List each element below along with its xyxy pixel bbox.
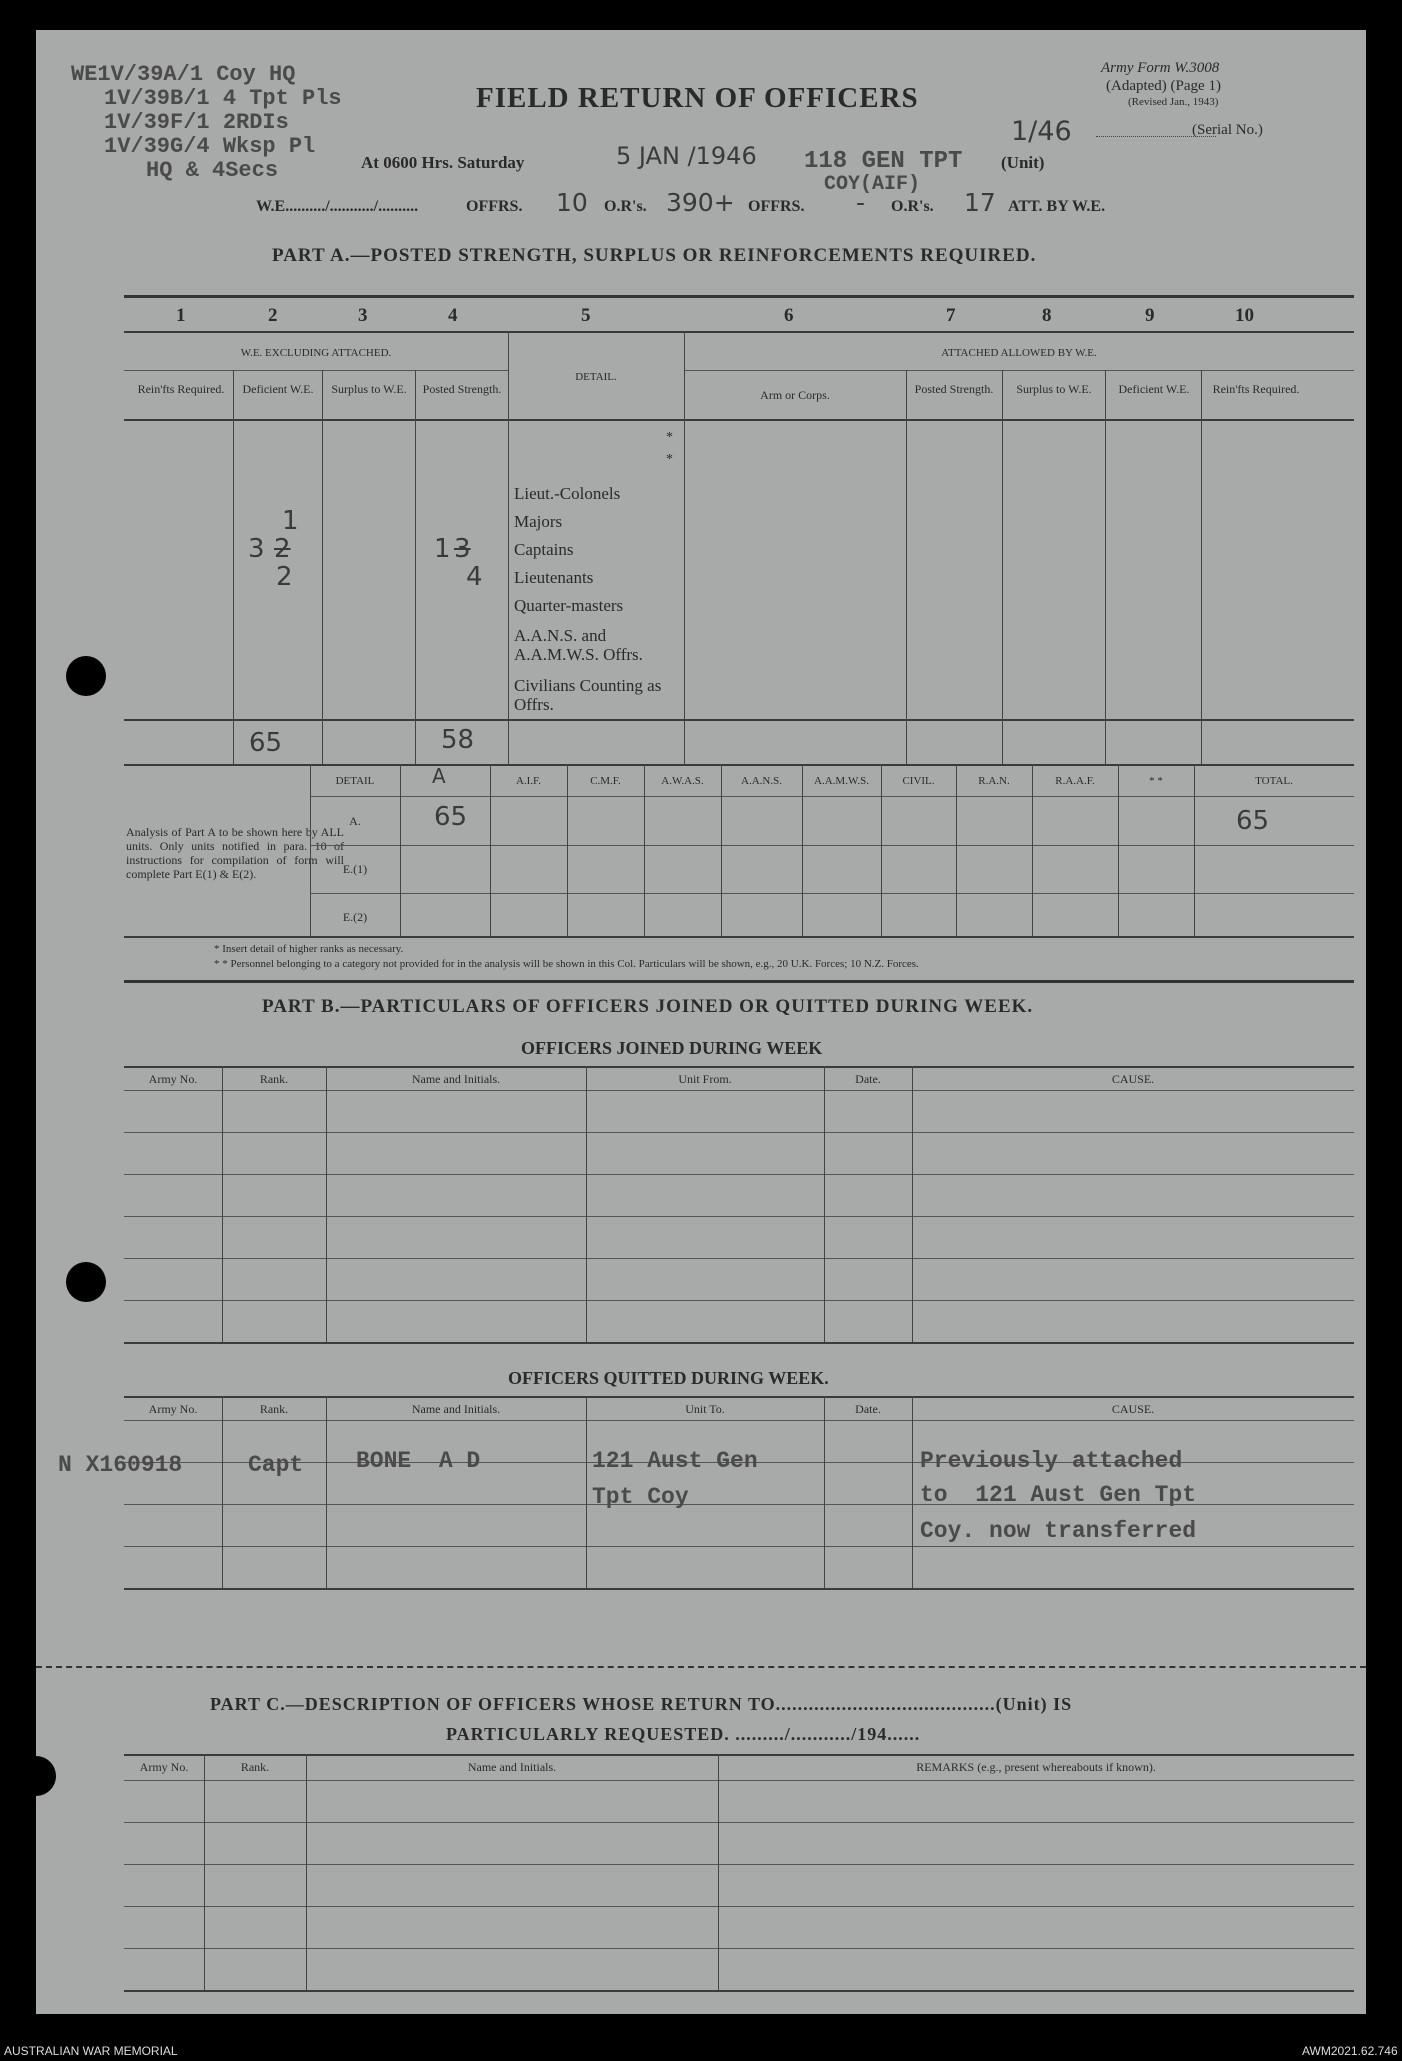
att-label: ATT. BY W.E. [1008,198,1106,215]
col-header: Deficient W.E. [242,382,314,396]
deficient-total: 65 [249,728,283,758]
col-header: Surplus to W.E. [331,382,407,396]
quitted-header: CAUSE. [1111,1402,1155,1416]
joined-header: Rank. [259,1072,289,1086]
analysis-header: A.A.N.S. [741,775,782,787]
ors2-label: O.R's. [891,198,934,215]
entry-rank: Capt [248,1452,304,1478]
col-number: 3 [358,305,368,326]
offrs2-value: - [856,188,866,217]
punch-hole [66,1262,106,1302]
punch-hole [66,656,106,696]
quitted-title: OFFICERS QUITTED DURING WEEK. [508,1368,829,1388]
footnote: * * Personnel belonging to a category not provided for in the analysis will be shown in this Col. Particulars will be shown, e.g., 20 U.K. Forces; 10 N.Z. Forces. [214,958,919,970]
stamp-line: HQ & 4Secs [146,158,279,183]
analysis-note: Analysis of Part A to be shown here by ALL units. Only units notified in para. 10 of instructions for compilation of form will complete Part E(1) & E(2). [126,825,344,881]
form-adapted: (Adapted) (Page 1) [1106,78,1221,94]
quitted-header: Unit To. [685,1402,725,1416]
col-number: 1 [176,305,186,326]
deficient-lieutenants: 2 [276,562,293,592]
col-header: Deficient W.E. [1118,382,1190,396]
serial-label: (Serial No.) [1192,122,1263,138]
entry-name: BONE A D [356,1448,481,1474]
part-c-line-2: PARTICULARLY REQUESTED. ........./.........../194...... [446,1724,921,1744]
part-c-line-1: PART C.—DESCRIPTION OF OFFICERS WHOSE RETURN TO........................................(Unit) IS [210,1694,1073,1714]
group-header-right: ATTACHED ALLOWED BY W.E. [941,347,1097,359]
analysis-row-label: A. [349,814,361,828]
analysis-header: CIVIL. [902,775,935,787]
quitted-header: Date. [855,1402,881,1416]
analysis-header: C.M.F. [590,775,621,787]
analysis-header: R.A.A.F. [1055,775,1095,787]
offrs2-label: OFFRS. [748,198,805,215]
asterisk: * [666,452,673,467]
analysis-header: A.A.M.W.S. [814,775,869,787]
footer-left: AUSTRALIAN WAR MEMORIAL [4,2044,178,2058]
rank-label: Lieut.-Colonels [514,484,621,503]
analysis-header-a: A [432,764,446,788]
col-header: Posted Strength. [914,382,994,396]
joined-header: Unit From. [678,1072,732,1086]
joined-header: Date. [855,1072,881,1086]
unit-label: (Unit) [1001,153,1045,172]
ors-label: O.R's. [604,198,647,215]
posted-lieutenants: 4 [466,562,483,592]
analysis-row-label: E.(1) [342,862,368,876]
rank-label: Civilians Counting as Offrs. [514,676,662,714]
analysis-header: DETAIL [335,775,375,787]
group-header-left: W.E. EXCLUDING ATTACHED. [240,347,392,359]
offrs-value: 10 [556,188,588,217]
rank-label: Quarter-masters [514,596,624,615]
we-label: W.E........../.........../.......... [256,198,419,215]
at-line: At 0600 Hrs. Saturday [361,153,525,172]
joined-title: OFFICERS JOINED DURING WEEK [521,1038,823,1058]
analysis-header: * * [1149,775,1163,787]
col-number: 8 [1042,305,1052,326]
col-number: 5 [581,305,591,326]
form-revised: (Revised Jan., 1943) [1128,96,1219,108]
form-id: Army Form W.3008 [1101,60,1220,76]
form-title: FIELD RETURN OF OFFICERS [476,82,919,114]
serial-value: 1/46 [1011,116,1072,147]
deficient-captains: 3 [248,534,265,564]
col-header: Rein'fts Required. [1212,382,1300,396]
analysis-total-value: 65 [1236,806,1270,836]
deficient-captains-struck: 2 [274,534,291,564]
posted-total: 58 [441,725,475,755]
quitted-header: Rank. [259,1402,289,1416]
col-header: Posted Strength. [422,382,502,396]
entry-unit-to-line: 121 Aust Gen [592,1448,758,1474]
entry-cause-line: to 121 Aust Gen Tpt [920,1482,1197,1508]
joined-header: CAUSE. [1111,1072,1155,1086]
posted-captains: 1 [434,534,451,564]
posted-captains-struck: 3 [454,534,471,564]
unit-value: 118 GEN TPT [804,148,963,175]
asterisk: * [666,430,673,445]
deficient-major: 1 [282,506,299,536]
quitted-header: Army No. [148,1402,198,1416]
col-number: 10 [1235,305,1254,326]
offrs-label: OFFRS. [466,198,523,215]
stamp-line: 1V/39F/1 2RDIs [104,110,289,135]
analysis-header: R.A.N. [978,775,1010,787]
entry-army-no: N X160918 [58,1452,183,1478]
rank-label: Majors [514,512,563,531]
date-value: 5 JAN /1946 [616,142,757,170]
quitted-header: Name and Initials. [411,1402,501,1416]
form-sheet [36,30,1366,2014]
detail-header: DETAIL. [575,371,617,383]
joined-header: Army No. [148,1072,198,1086]
punch-hole [16,1756,56,1796]
stamp-line: 1V/39B/1 4 Tpt Pls [104,86,342,111]
tear-line [36,1666,1366,1668]
footer-right: AWM2021.62.746 [1302,2044,1398,2058]
entry-cause-line: Previously attached [920,1448,1183,1474]
entry-cause-line: Coy. now transferred [920,1518,1197,1544]
analysis-header: TOTAL. [1255,775,1293,787]
rank-label: Captains [514,540,574,559]
ors-value: 390+ [666,188,735,217]
part-a-title: PART A.—POSTED STRENGTH, SURPLUS OR REINFORCEMENTS REQUIRED. [272,245,1037,266]
entry-unit-to-line: Tpt Coy [592,1484,689,1510]
analysis-row-label: E.(2) [342,910,368,924]
col-number: 6 [784,305,794,326]
col-header: Arm or Corps. [760,388,830,402]
part-c-header: Army No. [139,1760,189,1774]
analysis-a-value: 65 [434,802,468,832]
rank-label: Lieutenants [514,568,594,587]
footnote: * Insert detail of higher ranks as necessary. [214,943,404,955]
col-number: 9 [1145,305,1155,326]
joined-header: Name and Initials. [411,1072,501,1086]
stamp-line: 1V/39G/4 Wksp Pl [104,134,316,159]
part-b-title: PART B.—PARTICULARS OF OFFICERS JOINED OR QUITTED DURING WEEK. [262,996,1034,1017]
analysis-header: A.I.F. [515,775,542,787]
rank-label: A.A.N.S. and A.A.M.W.S. Offrs. [514,626,643,664]
unit-value-2: COY(AIF) [824,173,921,196]
ors2-value: 17 [964,188,996,217]
col-header: Rein'fts Required. [137,382,225,396]
col-number: 2 [268,305,278,326]
part-c-header: REMARKS (e.g., present whereabouts if known). [916,1760,1156,1774]
col-header: Surplus to W.E. [1016,382,1092,396]
part-c-header: Name and Initials. [467,1760,557,1774]
analysis-header: A.W.A.S. [661,775,704,787]
part-c-header: Rank. [240,1760,270,1774]
col-number: 4 [448,305,458,326]
stamp-line: WE1V/39A/1 Coy HQ [71,62,296,87]
col-number: 7 [946,305,956,326]
